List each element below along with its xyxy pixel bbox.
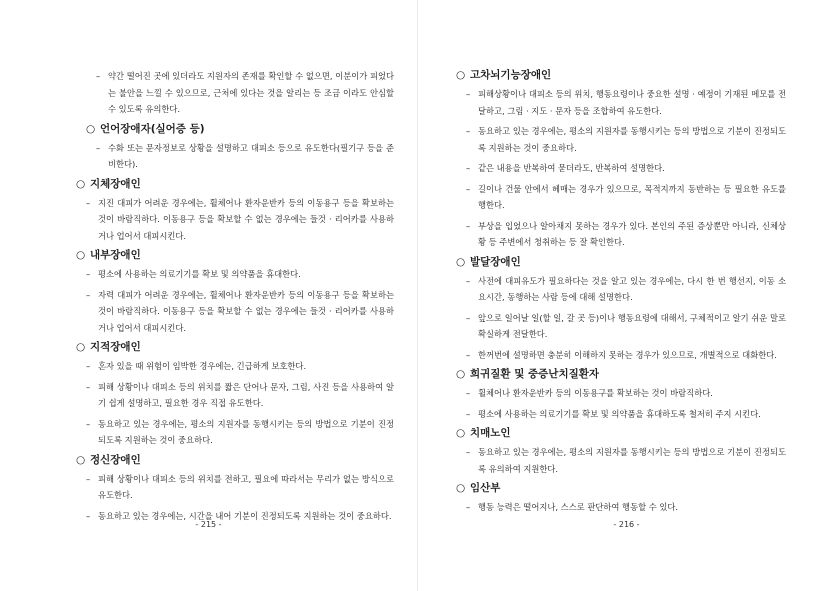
section-intellectual-disability [76, 340, 394, 449]
dash-bullet: – [86, 197, 91, 208]
section-title: 언어장애자(실어증 등) [100, 122, 205, 135]
dash-bullet: – [86, 418, 91, 429]
section-physical-disability [76, 177, 394, 245]
list-item [466, 123, 786, 156]
list-item [86, 287, 394, 337]
list-item [86, 471, 394, 504]
list-item [466, 406, 786, 423]
section-language-disability [76, 122, 394, 173]
left-page-content [76, 68, 394, 528]
item-text: 부상을 입었으나 알아채지 못하는 경우가 있다. 본인의 주된 증상뿐만 아니라, 신체상황 등 주변에서 청취하는 등 잘 확인한다. [478, 220, 786, 247]
section-heading [456, 255, 786, 269]
section-heading [456, 367, 786, 381]
list-item [466, 218, 786, 251]
circle-bullet-icon: ○ [456, 427, 466, 439]
item-text: 동요하고 있는 경우에는, 평소의 지원자를 동행시키는 등의 방법으로 기분이 진정되도록 지원하는 것이 중요하다. [98, 418, 394, 445]
dash-bullet: – [466, 183, 471, 194]
list-item [466, 385, 786, 402]
dash-bullet: – [86, 510, 91, 521]
section-title: 임산부 [470, 482, 501, 494]
dash-bullet: – [466, 89, 471, 99]
dash-bullet: – [96, 71, 101, 81]
section-heading [76, 177, 394, 191]
dash-bullet: – [466, 220, 471, 231]
item-text: 자력 대피가 어려운 경우에는, 휠체어나 환자운반카 등의 이동용구 등을 확보하는 것이 바람직하다. 이동용구 등을 확보할 수 없는 경우에는 들것 · 리어카를 사용하거나 업어서 대피시킨다. [98, 289, 394, 333]
list-item [96, 68, 394, 118]
section-dementia-elderly [456, 426, 786, 477]
item-text: 혼자 있을 때 위험이 임박한 경우에는, 긴급하게 보호한다. [98, 361, 307, 371]
circle-bullet-icon: ○ [456, 368, 466, 380]
dash-bullet: – [466, 312, 471, 323]
item-text: 수화 또는 문자정보로 상황을 설명하고 대피소 등으로 유도한다(필기구 등을 준비한다). [108, 142, 394, 169]
dash-bullet: – [86, 361, 91, 371]
section-heading [76, 248, 394, 262]
circle-bullet-icon: ○ [456, 255, 466, 268]
item-text: 행동 능력은 떨어지나, 스스로 판단하여 행동할 수 있다. [478, 502, 679, 512]
section-rare-disease [456, 367, 786, 422]
list-item [86, 379, 394, 412]
item-text: 동요하고 있는 경우에는, 평소의 지원자를 동행시키는 등의 방법으로 기분이 진정되도록 지원하는 것이 중요하다. [478, 126, 786, 153]
right-page [418, 0, 835, 591]
dash-bullet: – [466, 126, 471, 136]
dash-bullet: – [466, 408, 471, 419]
list-item [86, 416, 394, 449]
section-title: 지체장애인 [90, 177, 141, 190]
section-title: 정신장애인 [90, 453, 141, 466]
section-title: 치매노인 [470, 427, 511, 439]
dash-bullet: – [466, 275, 471, 286]
item-text: 한꺼번에 설명하면 충분히 이해하지 못하는 경우가 있으므로, 개별적으로 대화한다. [478, 349, 777, 360]
page-number: - 215 - [195, 520, 222, 529]
circle-bullet-icon: ○ [86, 122, 96, 135]
section-heading [456, 68, 786, 82]
item-text: 평소에 사용하는 의료기기를 확보 및 의약품을 휴대한다. [98, 269, 301, 279]
item-text: 동요하고 있는 경우에는, 평소의 지원자를 동행시키는 등의 방법으로 기분이 진정되도록 유의하여 지원한다. [478, 447, 786, 474]
dash-bullet: – [86, 289, 91, 300]
dash-bullet: – [86, 381, 91, 392]
section-title: 내부장애인 [90, 249, 141, 261]
item-text: 같은 내용을 반복하여 묻더라도, 반복하여 설명한다. [478, 163, 665, 173]
right-page-content [456, 68, 786, 520]
list-item [466, 444, 786, 477]
item-text: 평소에 사용하는 의료기기를 확보 및 의약품을 휴대하도록 철저히 주지 시킨다. [478, 408, 761, 419]
circle-bullet-icon: ○ [456, 69, 466, 81]
item-text: 길이나 건물 안에서 헤매는 경우가 있으므로, 목적지까지 동반하는 등 필요한 유도를 행한다. [478, 183, 786, 210]
item-text: 피해상황이나 대피소 등의 위치, 행동요령이나 중요한 설명 · 예정이 기재된 메모를 전달하고, 그림 · 지도 · 문자 등을 조합하여 유도한다. [478, 89, 786, 116]
item-text: 휠체어나 환자운반카 등의 이동용구를 확보하는 것이 바람직하다. [478, 388, 713, 398]
dash-bullet: – [466, 163, 471, 173]
section-title: 희귀질환 및 중증난치질환자 [470, 368, 600, 380]
section-developmental-disability [456, 255, 786, 364]
section-heading [456, 426, 786, 440]
section-title: 고차뇌기능장애인 [470, 69, 552, 81]
dash-bullet: – [466, 502, 471, 512]
list-item [466, 273, 786, 306]
list-item [96, 140, 394, 173]
list-item [86, 266, 394, 283]
item-text: 지진 대피가 어려운 경우에는, 휠체어나 환자운반카 등의 이동용구 등을 확보하는 것이 바람직하다. 이동용구 등을 확보할 수 없는 경우에는 들것 · 리어카를 사용하거나 업어서 대피시킨다. [98, 197, 394, 241]
item-text: 피해 상황이나 대피소 등의 위치를 전하고, 필요에 따라서는 무리가 없는 방식으로 유도한다. [98, 473, 394, 500]
dash-bullet: – [86, 269, 91, 279]
circle-bullet-icon: ○ [456, 482, 466, 494]
list-item [466, 160, 786, 177]
section-internal-disability [76, 248, 394, 336]
circle-bullet-icon: ○ [76, 453, 86, 466]
item-text: 동요하고 있는 경우에는, 시간을 내어 기분이 진정되도록 지원하는 것이 중요하다. [98, 510, 392, 521]
page-number: - 216 - [613, 520, 640, 529]
list-item [466, 86, 786, 119]
circle-bullet-icon: ○ [76, 177, 86, 190]
dash-bullet: – [466, 349, 471, 360]
item-text: 사전에 대피유도가 필요하다는 것을 알고 있는 경우에는, 다시 한 번 행선지, 이동 소요시간, 동행하는 사람 등에 대해 설명한다. [478, 275, 786, 302]
section-heading [76, 340, 394, 354]
section-title: 지적장애인 [90, 341, 141, 353]
dash-bullet: – [86, 473, 91, 484]
section-pregnant-women [456, 481, 786, 516]
list-item [466, 310, 786, 343]
list-item [466, 499, 786, 516]
section-heading [86, 122, 394, 136]
dash-bullet: – [466, 388, 471, 398]
section-heading [456, 481, 786, 495]
list-item [86, 195, 394, 245]
section-higher-brain-dysfunction [456, 68, 786, 251]
list-item [466, 347, 786, 364]
section-heading [76, 453, 394, 467]
circle-bullet-icon: ○ [76, 341, 86, 353]
left-page [0, 0, 417, 591]
section-continued [76, 68, 394, 118]
item-text: 앞으로 일어날 일(할 일, 갈 곳 등)이나 행동요령에 대해서, 구체적이고 알기 쉬운 말로 확실하게 전달한다. [478, 312, 786, 339]
dash-bullet: – [466, 447, 471, 457]
circle-bullet-icon: ○ [76, 249, 86, 261]
list-item [466, 181, 786, 214]
item-text: 피해 상황이나 대피소 등의 위치를 짧은 단어나 문자, 그림, 사진 등을 사용하여 알기 쉽게 설명하고, 필요한 경우 직접 유도한다. [98, 381, 394, 408]
section-title: 발달장애인 [470, 255, 521, 268]
dash-bullet: – [96, 142, 101, 153]
section-mental-disability [76, 453, 394, 525]
item-text: 약간 떨어진 곳에 있더라도 지원자의 존재를 확인할 수 없으면, 이분이가 피었다는 불안을 느낄 수 있으므로, 근처에 있다는 것을 알리는 등 조금 이라도 안심할 수 있도록 유의한다. [108, 71, 394, 114]
list-item [86, 358, 394, 375]
